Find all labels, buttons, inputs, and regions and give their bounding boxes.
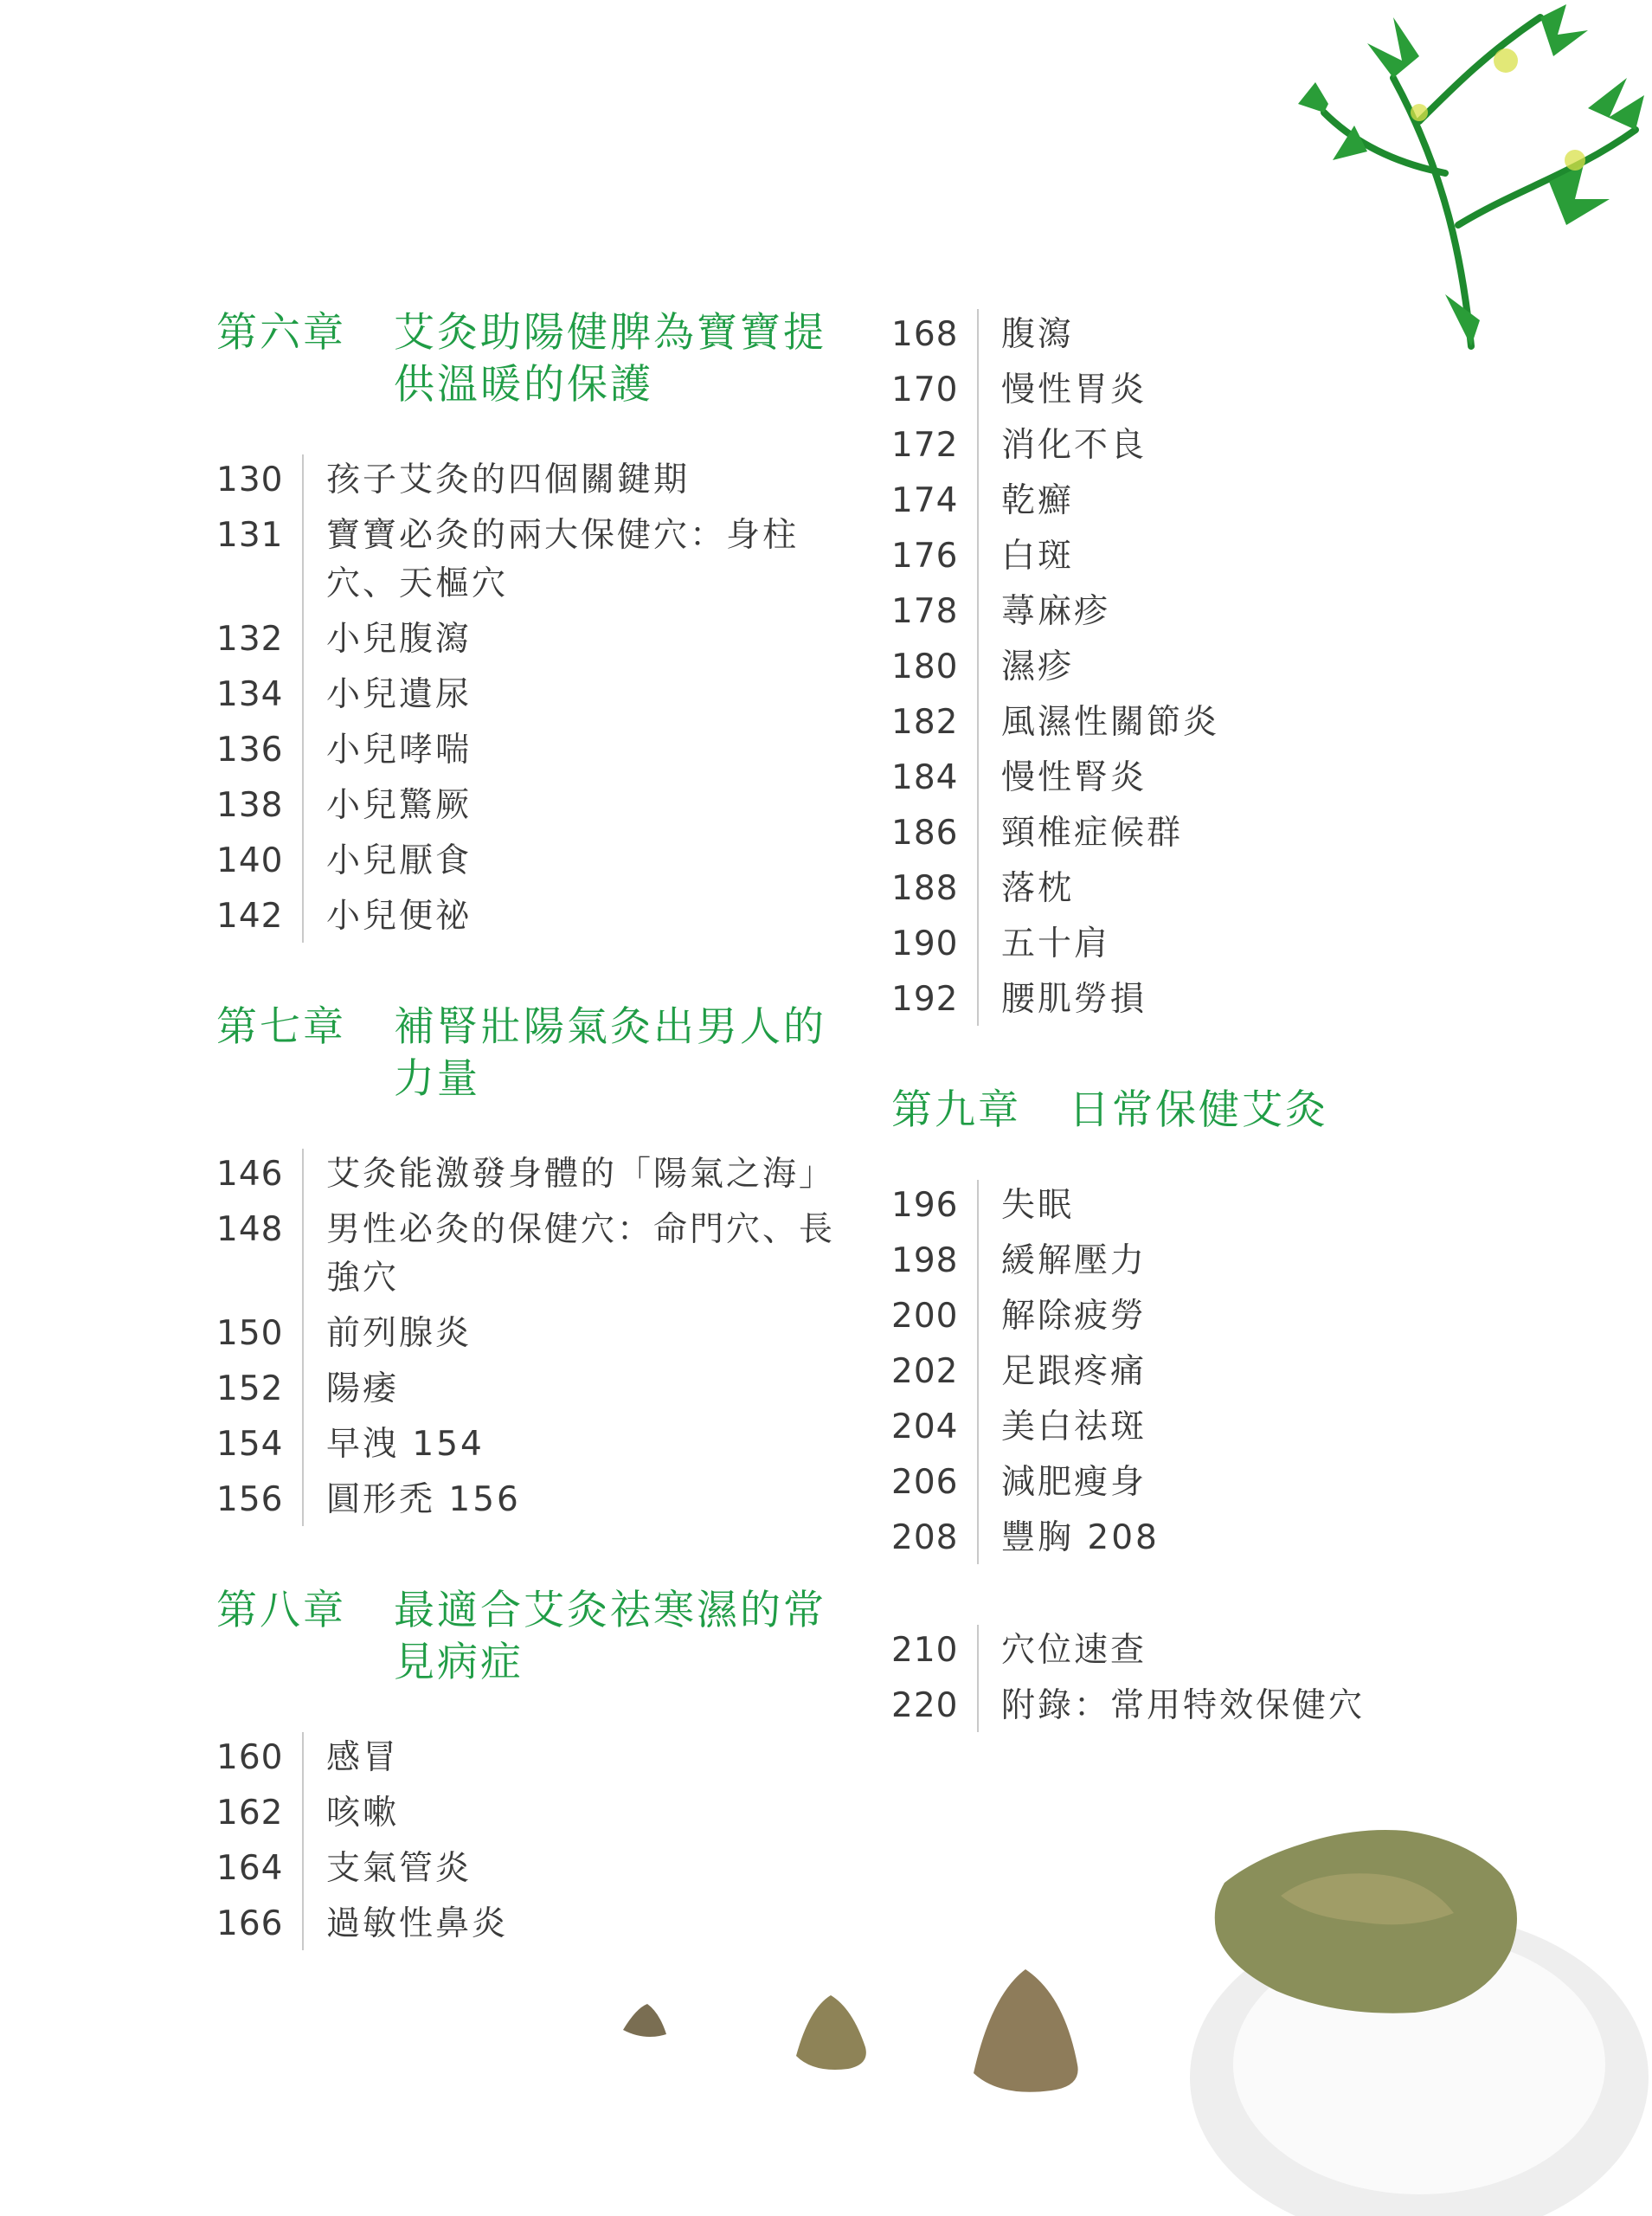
toc-right-column [891, 307, 1480, 1734]
chapter-number: 第九章 [891, 1086, 1021, 1134]
toc-entry[interactable] [891, 363, 1480, 418]
chapter-title: 最適合艾灸祛寒濕的常見病症 [394, 1587, 826, 1686]
chapter-7-entries [216, 1147, 839, 1528]
page-number: 220 [891, 1686, 959, 1725]
entry-title: 慢性胃炎 [1001, 370, 1147, 409]
toc-entry[interactable] [891, 1623, 1480, 1678]
page-number: 178 [891, 592, 959, 631]
chapter-number: 第六章 [216, 309, 346, 357]
entry-title: 落枕 [1001, 869, 1075, 908]
toc-left-column [216, 307, 839, 1952]
entry-title: 足跟疼痛 [1001, 1352, 1147, 1391]
toc-entry[interactable] [891, 1289, 1480, 1344]
entry-title: 美白祛斑 [1001, 1408, 1147, 1446]
page-number: 154 [216, 1425, 284, 1464]
toc-entry[interactable] [216, 1362, 839, 1417]
page-number: 188 [891, 869, 959, 908]
toc-entry[interactable] [216, 1306, 839, 1362]
toc-entry[interactable] [216, 1472, 839, 1528]
page-number: 202 [891, 1352, 959, 1391]
entry-title: 緩解壓力 [1001, 1241, 1147, 1280]
toc-entry[interactable] [216, 778, 839, 834]
toc-entry[interactable] [216, 1730, 839, 1786]
toc-entry[interactable] [891, 1234, 1480, 1289]
chapter-9-heading [891, 1085, 1480, 1137]
page-number: 172 [891, 426, 959, 465]
chapter-title: 日常保健艾灸 [1069, 1086, 1328, 1134]
entry-title: 消化不良 [1001, 426, 1147, 465]
entry-title: 減肥瘦身 [1001, 1463, 1147, 1502]
entry-title: 圓形禿 156 [326, 1480, 521, 1519]
page-number: 140 [216, 841, 284, 880]
page-number: 196 [891, 1186, 959, 1225]
page-number: 186 [891, 814, 959, 853]
toc-entry[interactable] [891, 972, 1480, 1027]
page-number: 148 [216, 1210, 284, 1249]
entry-title: 解除疲勞 [1001, 1297, 1147, 1336]
entry-title: 腰肌勞損 [1001, 980, 1147, 1019]
toc-entry[interactable] [216, 723, 839, 778]
chapter-title: 艾灸助陽健脾為寶寶提供溫暖的保護 [394, 309, 826, 409]
page-number: 208 [891, 1518, 959, 1557]
entry-title: 小兒便祕 [326, 897, 472, 936]
toc-entry[interactable] [216, 453, 839, 508]
page-number: 210 [891, 1631, 959, 1670]
entry-title: 五十肩 [1001, 924, 1111, 963]
chapter-9-entries [891, 1178, 1480, 1566]
entry-title: 穴位速查 [1001, 1631, 1147, 1670]
entry-title: 小兒遺尿 [326, 675, 472, 714]
page-number: 152 [216, 1369, 284, 1408]
entry-title: 小兒驚厥 [326, 786, 472, 825]
chapter-8-heading [216, 1585, 839, 1689]
page-number: 182 [891, 703, 959, 742]
toc-entry[interactable] [891, 1455, 1480, 1511]
toc-entry[interactable] [891, 473, 1480, 529]
toc-entry[interactable] [216, 1147, 839, 1202]
entry-title: 感冒 [326, 1738, 400, 1777]
page-number: 164 [216, 1849, 284, 1888]
toc-entry[interactable] [216, 1841, 839, 1897]
page-number: 190 [891, 924, 959, 963]
toc-entry[interactable] [216, 889, 839, 944]
page-number: 131 [216, 516, 284, 555]
page-number: 134 [216, 675, 284, 714]
entry-title: 慢性腎炎 [1001, 758, 1147, 797]
page-number: 130 [216, 461, 284, 499]
entry-title: 風濕性關節炎 [1001, 703, 1220, 742]
entry-title: 孩子艾灸的四個關鍵期 [326, 461, 691, 499]
toc-entry[interactable] [216, 508, 839, 612]
entry-title: 寶寶必灸的兩大保健穴：身柱穴、天樞穴 [326, 516, 800, 603]
entry-title: 腹瀉 [1001, 315, 1075, 354]
page-number: 162 [216, 1794, 284, 1833]
entry-title: 小兒哮喘 [326, 731, 472, 770]
toc-entry[interactable] [216, 612, 839, 667]
page-number: 146 [216, 1155, 284, 1194]
page-number: 156 [216, 1480, 284, 1519]
toc-entry[interactable] [891, 307, 1480, 363]
entry-title: 前列腺炎 [326, 1314, 472, 1353]
toc-entry[interactable] [891, 917, 1480, 972]
toc-entry[interactable] [891, 1678, 1480, 1734]
entry-title: 過敏性鼻炎 [326, 1904, 509, 1943]
toc-entry[interactable] [891, 418, 1480, 473]
chapter-6-heading [216, 307, 839, 411]
toc-entry[interactable] [891, 861, 1480, 917]
page-number: 180 [891, 647, 959, 686]
toc-entry[interactable] [891, 584, 1480, 640]
entry-title: 早洩 154 [326, 1425, 485, 1464]
page-number: 176 [891, 537, 959, 576]
page-number: 200 [891, 1297, 959, 1336]
chapter-8-continued-entries [891, 307, 1480, 1027]
toc-entry[interactable] [216, 1897, 839, 1952]
toc-entry[interactable] [891, 529, 1480, 584]
toc-entry[interactable] [216, 1202, 839, 1306]
page-number: 192 [891, 980, 959, 1019]
page-number: 198 [891, 1241, 959, 1280]
entry-title: 艾灸能激發身體的「陽氣之海」 [326, 1155, 836, 1194]
page-number: 184 [891, 758, 959, 797]
page-number: 168 [891, 315, 959, 354]
page-number: 136 [216, 731, 284, 770]
chapter-title: 補腎壯陽氣灸出男人的力量 [394, 1003, 826, 1103]
toc-entry[interactable] [891, 1178, 1480, 1234]
toc-entry[interactable] [216, 667, 839, 723]
toc-entry[interactable] [216, 834, 839, 889]
page-number: 132 [216, 620, 284, 659]
page-number: 206 [891, 1463, 959, 1502]
toc-entry[interactable] [216, 1786, 839, 1841]
page-number: 160 [216, 1738, 284, 1777]
chapter-6-entries [216, 453, 839, 944]
toc-entry[interactable] [891, 695, 1480, 750]
entry-title: 頸椎症候群 [1001, 814, 1184, 853]
page-number: 174 [891, 481, 959, 520]
toc-entry[interactable] [891, 1511, 1480, 1566]
page-number: 138 [216, 786, 284, 825]
appendix-entries [891, 1623, 1480, 1734]
page-number: 150 [216, 1314, 284, 1353]
entry-title: 豐胸 208 [1001, 1518, 1160, 1557]
page-number: 142 [216, 897, 284, 936]
chapter-8-entries [216, 1730, 839, 1952]
page-number: 204 [891, 1408, 959, 1446]
entry-title: 附錄：常用特效保健穴 [1001, 1686, 1366, 1725]
entry-title: 蕁麻疹 [1001, 592, 1111, 631]
entry-title: 小兒厭食 [326, 841, 472, 880]
toc-entry[interactable] [891, 640, 1480, 695]
entry-title: 失眠 [1001, 1186, 1075, 1225]
entry-title: 濕疹 [1001, 647, 1075, 686]
toc-entry[interactable] [216, 1417, 839, 1472]
entry-title: 支氣管炎 [326, 1849, 472, 1888]
page-number: 166 [216, 1904, 284, 1943]
chapter-number: 第八章 [216, 1587, 346, 1634]
entry-title: 咳嗽 [326, 1794, 400, 1833]
entry-title: 男性必灸的保健穴：命門穴、長強穴 [326, 1210, 836, 1298]
entry-title: 白斑 [1001, 537, 1075, 576]
toc-entry[interactable] [891, 1400, 1480, 1455]
mugwort-leaf-illustration [1289, 0, 1652, 355]
page-number: 170 [891, 370, 959, 409]
toc-entry[interactable] [891, 806, 1480, 861]
entry-title: 小兒腹瀉 [326, 620, 472, 659]
toc-entry[interactable] [891, 750, 1480, 806]
entry-title: 陽痿 [326, 1369, 400, 1408]
toc-entry[interactable] [891, 1344, 1480, 1400]
chapter-number: 第七章 [216, 1003, 346, 1051]
chapter-7-heading [216, 1002, 839, 1105]
entry-title: 乾癬 [1001, 481, 1075, 520]
